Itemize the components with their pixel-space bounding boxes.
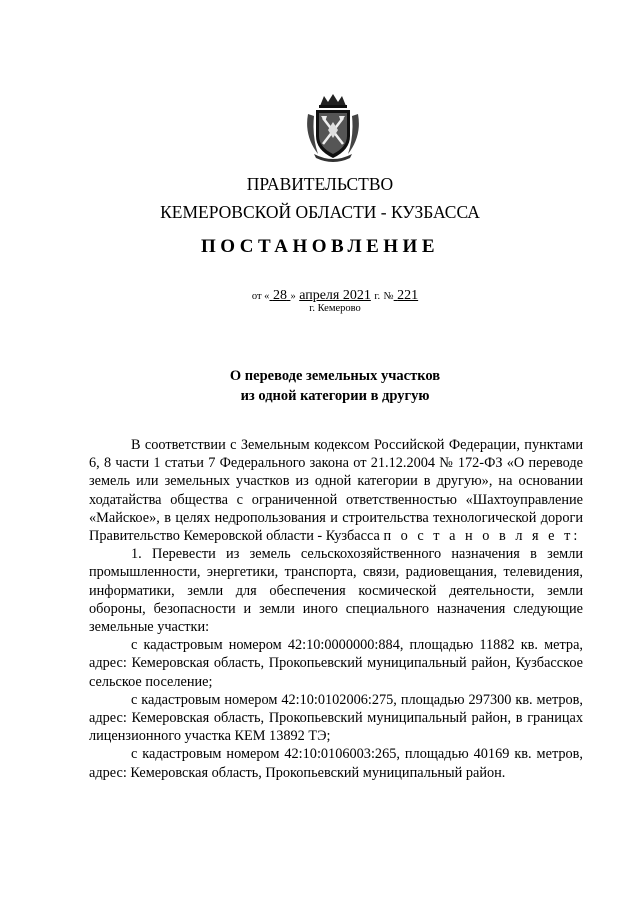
org-line-2: КЕМЕРОВСКОЙ ОБЛАСТИ - КУЗБАССА [160, 202, 480, 222]
item-1-paragraph: 1. Перевести из земель сельскохозяйственного назначения в земли промышленности, энергетики, транспорта, связи, радиовещания, телевидения, информатики, земли для обеспечения космической деятельности, земли обороны, безопасности и земли иного специального назначения следующие земельные участки: [89, 546, 583, 636]
plot-2-paragraph: с кадастровым номером 42:10:0102006:275, площадью 297300 кв. метров, адрес: Кемеровская область, Прокопьевский муниципальный район, в границах лицензионного участка КЕМ 13892 ТЭ; [89, 691, 583, 745]
date-month-year: апреля 2021 [299, 288, 371, 303]
number-label: № [383, 291, 394, 302]
document-subject [0, 366, 640, 406]
plot-3-paragraph: с кадастровым номером 42:10:0106003:265, площадью 40169 кв. метров, адрес: Кемеровская область, Прокопьевский муниципальный район. [89, 746, 583, 781]
org-line-1: ПРАВИТЕЛЬСТВО [246, 174, 394, 194]
city: г. Кемерово [309, 303, 361, 314]
government-name [0, 170, 640, 226]
subject-line-2: из одной категории в другую [240, 388, 430, 404]
resolves-word: п о с т а н о в л я е т: [383, 528, 581, 545]
document-body [89, 436, 583, 782]
subject-line-1: О переводе земельных участков [229, 368, 441, 384]
document-number: 221 [397, 288, 419, 303]
plot-1-paragraph: с кадастровым номером 42:10:0000000:884, площадью 11882 кв. метра, адрес: Кемеровская область, Прокопьевский муниципальный район, Кузбасское сельское поселение; [89, 637, 583, 690]
document-type: ПОСТАНОВЛЕНИЕ [200, 236, 440, 257]
coat-of-arms-icon [302, 92, 364, 164]
date-mid: » [290, 291, 296, 302]
date-year-suffix: г. [374, 291, 381, 302]
date-day: 28 [272, 288, 287, 303]
intro-paragraph: В соответствии с Земельным кодексом Российской Федерации, пунктами 6, 8 части 1 статьи 7 Федерального закона от 21.12.2004 № 172-ФЗ «О переводе земель или земельных участков из одной категории в другую», на основании ходатайства общества с ограниченной ответственностью «Шахтоуправление «Майское», в целях недропользования и строительства технологической дороги Правительство Кемеровской области - Кузбасса п о с т а н о в л я е т: [89, 437, 583, 545]
coat-of-arms-emblem [302, 92, 364, 164]
date-prefix: от « [251, 291, 270, 302]
